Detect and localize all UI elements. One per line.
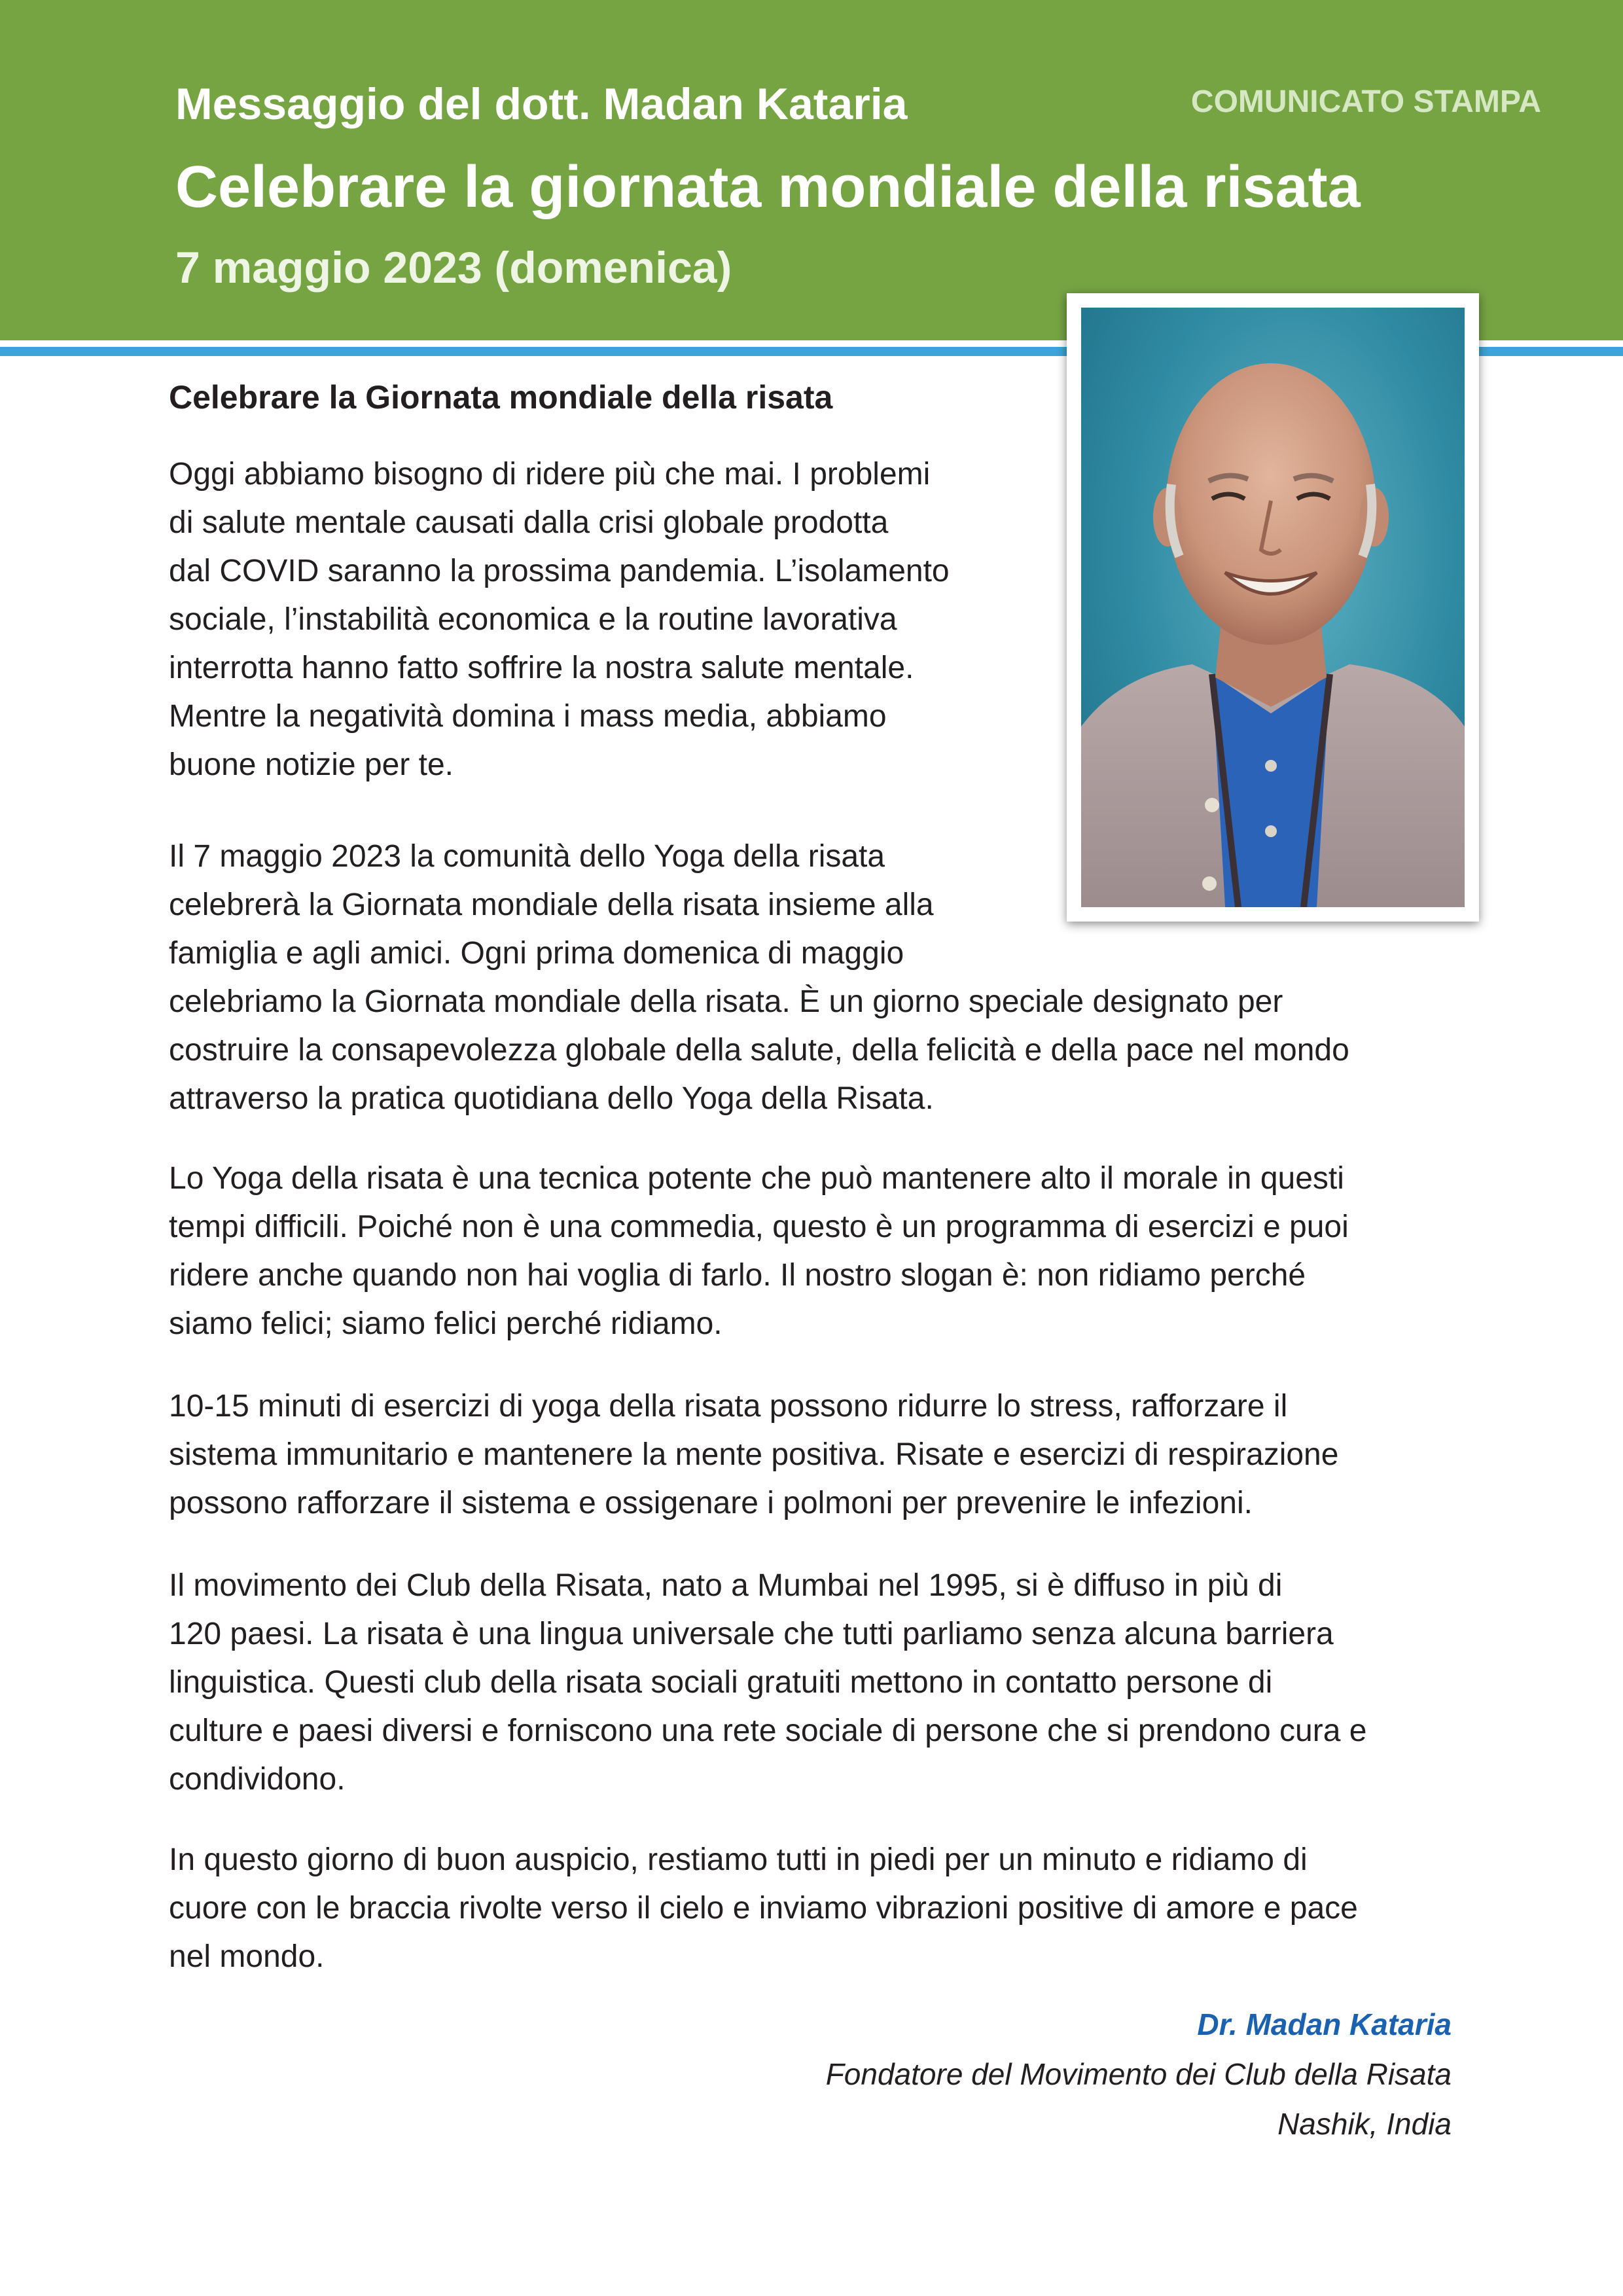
page-title: Celebrare la giornata mondiale della risata <box>175 154 1361 220</box>
text-line: Oggi abbiamo bisogno di ridere più che mai. I problemi <box>169 457 931 492</box>
text-line: sociale, l’instabilità economica e la routine lavorativa <box>169 602 897 637</box>
text-line: dal COVID saranno la prossima pandemia. L’isolamento <box>169 554 950 588</box>
text-line: Mentre la negatività domina i mass media, abbiamo <box>169 699 887 734</box>
section-heading: Celebrare la Giornata mondiale della risata <box>169 379 833 416</box>
paragraph <box>169 450 950 789</box>
text-line: nel mondo. <box>169 1939 325 1974</box>
text-line: tempi difficili. Poiché non è una commedia, questo è un programma di esercizi e puoi <box>169 1210 1349 1244</box>
signature-name: Dr. Madan Kataria <box>1197 2007 1452 2041</box>
text-line: 120 paesi. La risata è una lingua universale che tutti parliamo senza alcuna barriera <box>169 1617 1334 1651</box>
paragraph <box>169 1836 1358 1981</box>
text-line: Il movimento dei Club della Risata, nato a Mumbai nel 1995, si è diffuso in più di <box>169 1568 1283 1603</box>
header-subtitle: Messaggio del dott. Madan Kataria <box>175 79 908 129</box>
paragraph <box>169 833 1349 1123</box>
text-line: famiglia e agli amici. Ogni prima domenica di maggio <box>169 936 904 971</box>
text-line: In questo giorno di buon auspicio, restiamo tutti in piedi per un minuto e ridiamo di <box>169 1842 1308 1877</box>
text-line: condividono. <box>169 1762 346 1797</box>
text-line: costruire la consapevolezza globale della salute, della felicità e della pace nel mondo <box>169 1033 1349 1067</box>
paragraph <box>169 1382 1338 1528</box>
text-line: Lo Yoga della risata è una tecnica potente che può mantenere alto il morale in questi <box>169 1161 1344 1196</box>
text-line: celebriamo la Giornata mondiale della risata. È un giorno speciale designato per <box>169 984 1283 1019</box>
signature-role: Fondatore del Movimento dei Club della Risata <box>825 2057 1452 2091</box>
paragraph <box>169 1562 1366 1804</box>
text-line: interrotta hanno fatto soffrire la nostra salute mentale. <box>169 651 914 685</box>
event-date: 7 maggio 2023 (domenica) <box>175 243 732 293</box>
text-line: celebrerà la Giornata mondiale della risata insieme alla <box>169 888 934 922</box>
text-line: linguistica. Questi club della risata sociali gratuiti mettono in contatto persone di <box>169 1665 1273 1700</box>
signature-block <box>826 2007 1452 2142</box>
paragraph <box>169 1155 1349 1348</box>
signature-place: Nashik, India <box>1277 2107 1452 2141</box>
text-line: Il 7 maggio 2023 la comunità dello Yoga della risata <box>169 839 885 874</box>
text-line: siamo felici; siamo felici perché ridiamo. <box>169 1306 722 1341</box>
text-line: possono rafforzare il sistema e ossigenare i polmoni per prevenire le infezioni. <box>169 1486 1253 1520</box>
text-line: 10-15 minuti di esercizi di yoga della risata possono ridurre lo stress, rafforzare il <box>169 1389 1288 1424</box>
text-line: sistema immunitario e mantenere la mente positiva. Risate e esercizi di respirazione <box>169 1437 1339 1472</box>
text-line: ridere anche quando non hai voglia di farlo. Il nostro slogan è: non ridiamo perché <box>169 1258 1306 1293</box>
text-line: attraverso la pratica quotidiana dello Yoga della Risata. <box>169 1081 934 1116</box>
text-line: cuore con le braccia rivolte verso il cielo e inviamo vibrazioni positive di amore e pace <box>169 1891 1358 1926</box>
press-release-tag: COMUNICATO STAMPA <box>1190 84 1541 119</box>
text-line: buone notizie per te. <box>169 747 454 782</box>
text-line: culture e paesi diversi e forniscono una rete sociale di persone che si prendono cura e <box>169 1713 1367 1748</box>
text-line: di salute mentale causati dalla crisi globale prodotta <box>169 505 889 540</box>
